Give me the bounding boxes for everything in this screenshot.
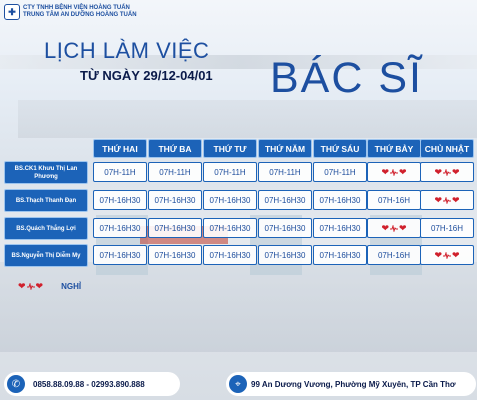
day-header: THỨ NĂM	[258, 139, 312, 158]
phone-number: 0858.88.09.88 - 02993.890.888	[33, 379, 145, 389]
date-range: TỪ NGÀY 29/12-04/01	[80, 68, 213, 83]
shift-cell: 07H-16H30	[258, 218, 312, 238]
doctor-name: BS.CK1 Khưu Thị Lan Phương	[4, 161, 88, 184]
day-off-cell	[367, 218, 421, 238]
shift-cell: 07H-16H	[420, 218, 474, 238]
day-header: CHỦ NHẬT	[420, 139, 474, 158]
day-off-cell	[420, 245, 474, 265]
shift-cell: 07H-11H	[313, 162, 367, 182]
day-off-cell	[420, 162, 474, 182]
building-ground	[0, 262, 477, 352]
doctor-name: BS.Quách Thắng Lợi	[4, 217, 88, 240]
shift-cell: 07H-11H	[93, 162, 147, 182]
phone-icon: ✆	[7, 375, 25, 393]
day-header: THỨ BẢY	[367, 139, 421, 158]
shift-cell: 07H-16H	[367, 245, 421, 265]
building-facade	[18, 100, 477, 138]
shift-cell: 07H-16H30	[258, 190, 312, 210]
shift-cell: 07H-11H	[203, 162, 257, 182]
shift-cell: 07H-16H	[367, 190, 421, 210]
phone-pill[interactable]	[4, 372, 180, 396]
page-title: LỊCH LÀM VIỆC	[44, 38, 210, 63]
day-header: THỨ TƯ	[203, 139, 257, 158]
day-header: THỨ BA	[148, 139, 202, 158]
day-off-cell	[367, 162, 421, 182]
shift-cell: 07H-16H30	[148, 218, 202, 238]
shift-cell: 07H-16H30	[203, 218, 257, 238]
hospital-logo-icon: ✚	[4, 4, 20, 20]
legend-label: NGHỈ	[61, 282, 82, 291]
shift-cell: 07H-16H30	[203, 245, 257, 265]
shift-cell: 07H-16H30	[93, 190, 147, 210]
shift-cell: 07H-16H30	[313, 245, 367, 265]
address-text: 99 An Dương Vương, Phường Mỹ Xuyên, TP Cần Thơ	[251, 379, 456, 389]
address-pill[interactable]	[226, 372, 476, 396]
heart-pulse-icon: ❤ ❤	[381, 166, 407, 177]
heart-pulse-icon: ❤ ❤	[381, 222, 407, 233]
center-name: TRUNG TÂM AN DƯỠNG HOÀNG TUẤN	[23, 12, 137, 18]
heart-pulse-icon: ❤ ❤	[434, 249, 460, 260]
company-name: CTY TNHH BỆNH VIỆN HOÀNG TUẤN	[23, 4, 130, 11]
day-off-cell	[420, 190, 474, 210]
heart-pulse-icon: ❤ ❤	[18, 281, 44, 291]
doctor-name: BS.Nguyễn Thị Diễm My	[4, 244, 88, 267]
shift-cell: 07H-16H30	[148, 190, 202, 210]
shift-cell: 07H-16H30	[93, 218, 147, 238]
shift-cell: 07H-11H	[148, 162, 202, 182]
doctor-name: BS.Thạch Thanh Đạn	[4, 189, 88, 212]
shift-cell: 07H-16H30	[203, 190, 257, 210]
day-header: THỨ HAI	[93, 139, 147, 158]
shift-cell: 07H-16H30	[258, 245, 312, 265]
legend	[18, 282, 81, 291]
day-header: THỨ SÁU	[313, 139, 367, 158]
shift-cell: 07H-16H30	[148, 245, 202, 265]
shift-cell: 07H-16H30	[93, 245, 147, 265]
heart-pulse-icon: ❤ ❤	[434, 194, 460, 205]
heart-pulse-icon: ❤ ❤	[434, 166, 460, 177]
brand-header	[4, 4, 137, 20]
location-pin-icon: ⌖	[229, 375, 247, 393]
shift-cell: 07H-16H30	[313, 218, 367, 238]
page-subject: BÁC SĨ	[270, 54, 423, 102]
shift-cell: 07H-16H30	[313, 190, 367, 210]
shift-cell: 07H-11H	[258, 162, 312, 182]
